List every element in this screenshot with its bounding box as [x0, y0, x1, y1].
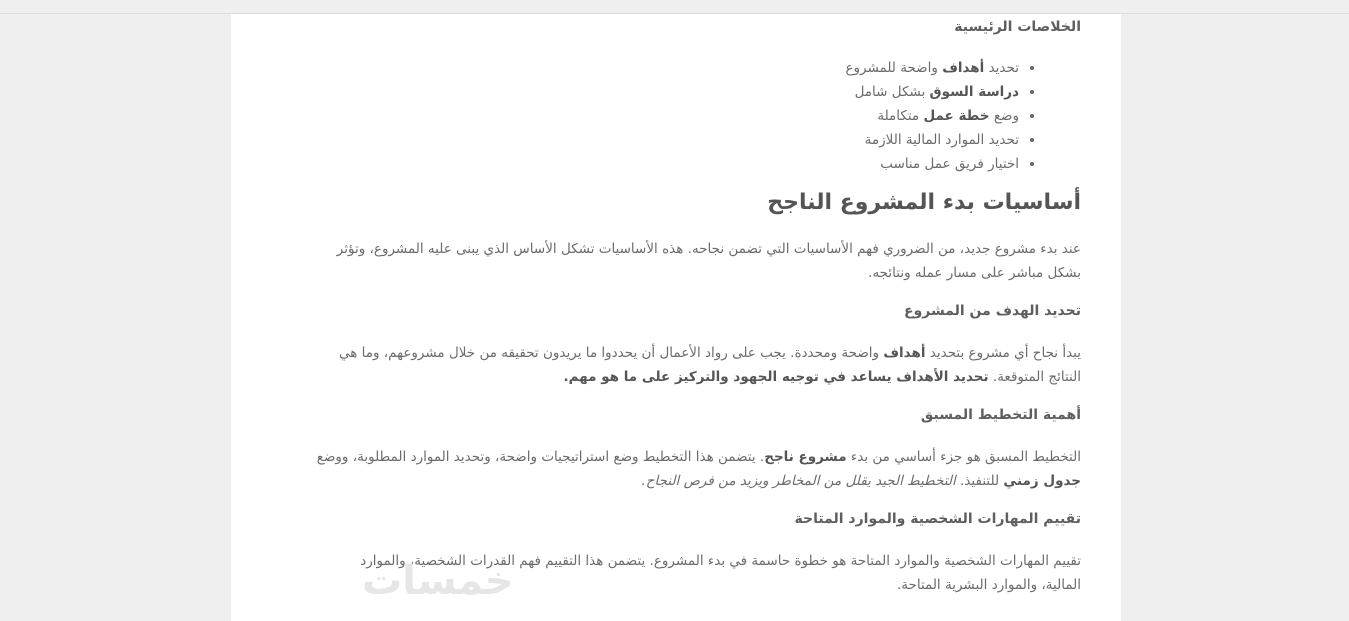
key-takeaways-heading: الخلاصات الرئيسية [954, 19, 1081, 35]
main-heading: أساسيات بدء المشروع الناجح [767, 190, 1081, 215]
list-item: • دراسة السوق بشكل شامل [845, 82, 1019, 106]
list-item: • تحديد أهداف واضحة للمشروع [845, 58, 1019, 82]
list-item: • وضع خطة عمل متكاملة [845, 106, 1019, 130]
planning-heading: أهمية التخطيط المسبق [920, 407, 1081, 423]
planning-paragraph: التخطيط المسبق هو جزء أساسي من بدء مشروع ناجح. يتضمن هذا التخطيط وضع استراتيجيات واضحة، وتحديد الموارد المطلوبة، ووضع جدول زمني للتنفيذ. التخطيط الجيد يقلل من المخاطر ويزيد من فرص النجاح. [316, 449, 1081, 489]
goal-heading: تحديد الهدف من المشروع [904, 303, 1081, 319]
article-page [231, 14, 1121, 621]
skills-paragraph: تقييم المهارات الشخصية والموارد المتاحة هو خطوة حاسمة في بدء المشروع. يتضمن هذا التقييم فهم القدرات الشخصية، والموارد المالية، والموارد البشرية المتاحة. [360, 553, 1081, 593]
watermark-logo: خمسات [362, 558, 514, 604]
key-takeaways-list [845, 58, 1041, 178]
intro-paragraph: عند بدء مشروع جديد، من الضروري فهم الأساسيات التي تضمن نجاحه. هذه الأساسيات تشكل الأساس الذي يبنى عليه المشروع، وتؤثر بشكل مباشر على مسار عمله ونتائجه. [336, 241, 1081, 281]
skills-heading: تقييم المهارات الشخصية والموارد المتاحة [794, 511, 1081, 527]
list-item: • تحديد الموارد المالية اللازمة [845, 130, 1019, 154]
goal-paragraph: يبدأ نجاح أي مشروع بتحديد أهداف واضحة ومحددة. يجب على رواد الأعمال أن يحددوا ما يريدون تحقيقه من خلال مشروعهم، وما هي النتائج المتوقعة. تحديد الأهداف يساعد في توجيه الجهود والتركيز على ما هو مهم. [338, 345, 1081, 385]
list-item: • اختيار فريق عمل مناسب [845, 154, 1019, 178]
